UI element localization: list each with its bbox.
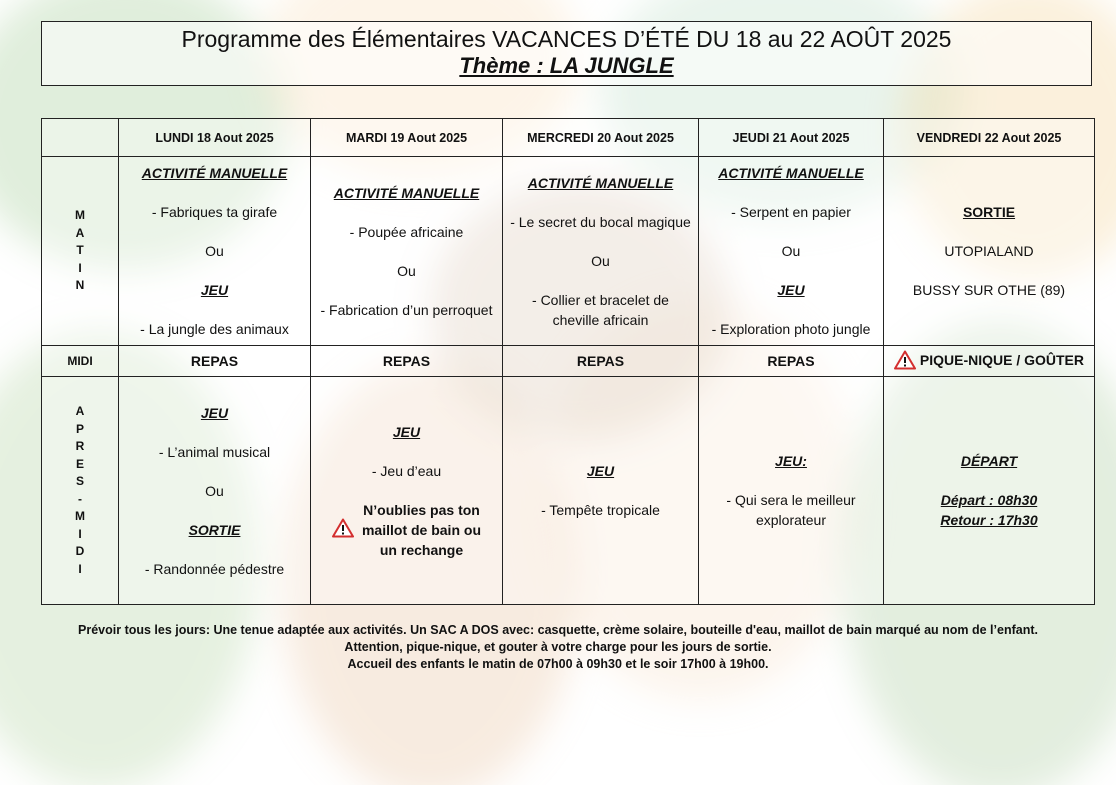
outing-location: BUSSY SUR OTHE (89) <box>912 282 1066 298</box>
matin-mercredi <box>503 157 699 346</box>
activity-heading: JEU <box>200 404 229 421</box>
activity: - Jeu d’eau <box>371 462 442 479</box>
activity-heading: ACTIVITÉ MANUELLE <box>527 174 674 191</box>
activity-heading: ACTIVITÉ MANUELLE <box>333 184 480 201</box>
day-header: MARDI 19 Aout 2025 <box>311 119 503 157</box>
activity: - Le secret du bocal magique <box>510 213 691 230</box>
footer-notes <box>0 622 1116 673</box>
activity: - L’animal musical <box>158 443 271 460</box>
matin-vendredi <box>884 157 1095 346</box>
repas-lundi: REPAS <box>119 346 311 377</box>
activity: - Serpent en papier <box>731 204 851 220</box>
activity: - Qui sera le meilleur explorateur <box>726 492 856 528</box>
activity-heading: JEU <box>777 282 805 298</box>
outing-heading: SORTIE <box>962 204 1016 220</box>
apres-midi-lundi <box>119 377 311 605</box>
matin-jeudi <box>699 157 884 346</box>
repas-jeudi: REPAS <box>699 346 884 377</box>
activity: - Collier et bracelet de cheville africain <box>532 291 669 328</box>
warning-triangle-icon <box>894 350 916 373</box>
corner-cell <box>42 119 119 157</box>
matin-lundi <box>119 157 311 346</box>
activity: - Exploration photo jungle <box>711 321 871 337</box>
apres-midi-jeudi <box>699 377 884 605</box>
midi-row <box>42 346 1095 377</box>
apres-midi-label: A P R E S - M I D I <box>42 377 119 605</box>
activity-heading: JEU: <box>775 453 807 469</box>
activity: - Randonnée pédestre <box>144 560 285 577</box>
or-label: Ou <box>781 243 801 259</box>
activity-heading: ACTIVITÉ MANUELLE <box>141 165 288 181</box>
matin-label: M A T I N <box>42 157 119 346</box>
activity-heading: ACTIVITÉ MANUELLE <box>718 165 864 181</box>
return-time: Retour : 17h30 <box>940 512 1038 528</box>
picnic-vendredi <box>884 346 1095 377</box>
activity-heading: JEU <box>586 463 615 479</box>
schedule-table <box>41 118 1095 605</box>
page-title: Programme des Élémentaires VACANCES D’ÉTÉ DU 18 au 22 AOÛT 2025 <box>181 26 952 52</box>
or-label: Ou <box>397 262 416 279</box>
activity: - Fabrication d’un perroquet <box>320 301 493 318</box>
activity: - Tempête tropicale <box>541 502 660 518</box>
title-box <box>41 21 1092 86</box>
apres-midi-mercredi <box>503 377 699 605</box>
theme-title: Thème : LA JUNGLE <box>459 53 674 78</box>
activity-heading: JEU <box>392 423 421 440</box>
day-header: MERCREDI 20 Aout 2025 <box>503 119 699 157</box>
day-header-row <box>42 119 1095 157</box>
day-header: JEUDI 21 Aout 2025 <box>699 119 884 157</box>
apres-midi-row <box>42 377 1095 605</box>
activity-heading: JEU <box>200 282 229 298</box>
or-label: Ou <box>591 252 610 269</box>
matin-row <box>42 157 1095 346</box>
midi-label: MIDI <box>42 346 119 377</box>
outing-place: UTOPIALAND <box>944 243 1034 259</box>
footer-line: Attention, pique-nique, et gouter à votre charge pour les jours de sortie. <box>344 640 772 654</box>
activity: - Poupée africaine <box>349 223 464 240</box>
warning-triangle-icon <box>332 518 354 541</box>
day-header: LUNDI 18 Aout 2025 <box>119 119 311 157</box>
activity: - La jungle des animaux <box>140 321 289 337</box>
footer-line: Prévoir tous les jours: Une tenue adaptée aux activités. Un SAC A DOS avec: casquette, crème solaire, bouteille d'eau, maillot de bain marqué au nom de l’enfant. <box>78 623 1038 637</box>
activity-heading: SORTIE <box>188 521 241 538</box>
matin-mardi <box>311 157 503 346</box>
departure-time: Départ : 08h30 <box>940 492 1038 508</box>
day-header: VENDREDI 22 Aout 2025 <box>884 119 1095 157</box>
or-label: Ou <box>205 482 224 499</box>
departure-heading: DÉPART <box>960 453 1018 469</box>
repas-mercredi: REPAS <box>503 346 699 377</box>
or-label: Ou <box>205 243 224 259</box>
repas-mardi: REPAS <box>311 346 503 377</box>
swimsuit-reminder: N’oublies pas ton maillot de bain ou un rechange <box>361 501 481 558</box>
footer-line: Accueil des enfants le matin de 07h00 à 09h30 et le soir 17h00 à 19h00. <box>347 657 769 671</box>
picnic-label: PIQUE-NIQUE / GOÛTER <box>919 351 1084 368</box>
apres-midi-vendredi <box>884 377 1095 605</box>
apres-midi-mardi <box>311 377 503 605</box>
activity: - Fabriques ta girafe <box>151 204 278 220</box>
